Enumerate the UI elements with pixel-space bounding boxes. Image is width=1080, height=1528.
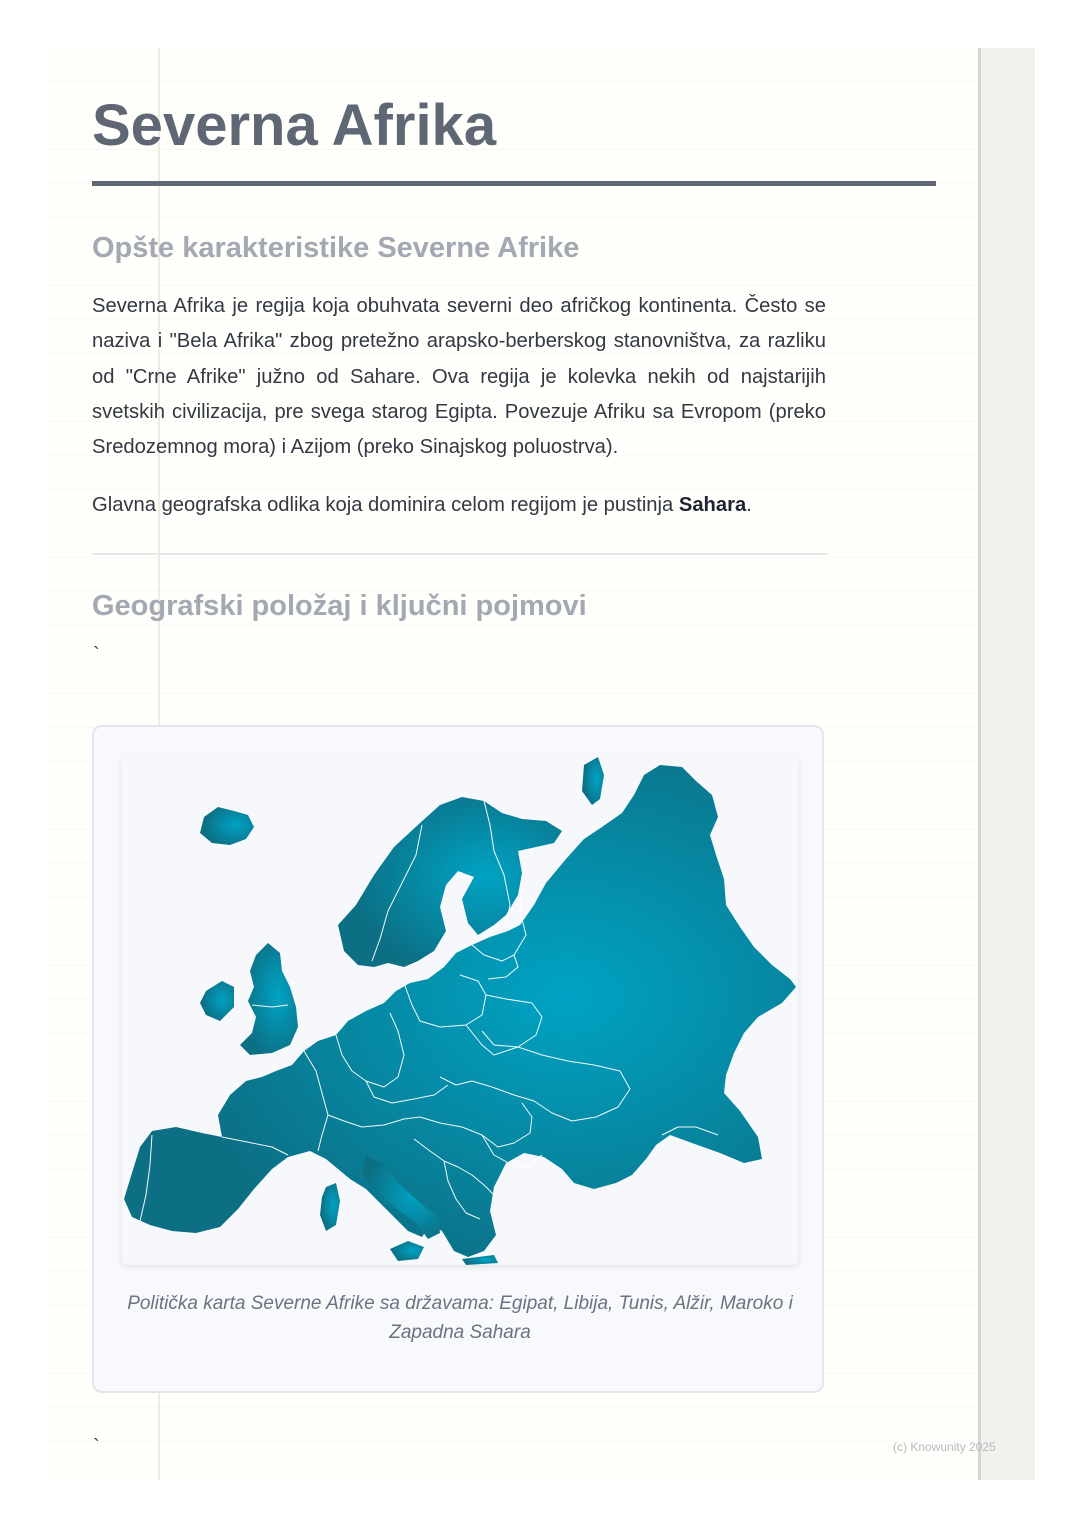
copyright-footer: (c) Knowunity 2025 xyxy=(893,1440,996,1454)
stray-backtick-bottom: ` xyxy=(93,1436,100,1458)
sicily-shape xyxy=(390,1241,424,1261)
sahara-sentence-suffix: . xyxy=(746,494,752,516)
novaya-zemlya-shape xyxy=(582,757,604,805)
section-heading-geography: Geografski položaj i ključni pojmovi xyxy=(92,590,587,622)
britain-shape xyxy=(240,943,298,1055)
page-edge-strip xyxy=(978,48,1035,1480)
page-title: Severna Afrika xyxy=(92,93,497,158)
section-heading-general: Opšte karakteristike Severne Afrike xyxy=(92,232,580,264)
iceland-shape xyxy=(200,807,254,845)
europe-map-image xyxy=(122,755,798,1265)
title-underline xyxy=(92,181,936,186)
map-caption: Politička karta Severne Afrike sa državama: Egipat, Libija, Tunis, Alžir, Maroko i Zapadna Sahara xyxy=(127,1293,793,1343)
sahara-sentence xyxy=(92,488,826,523)
sahara-sentence-prefix: Glavna geografska odlika koja dominira celom regijom je pustinja xyxy=(92,494,679,516)
ireland-shape xyxy=(200,981,234,1021)
map-image-frame xyxy=(122,755,798,1265)
section-divider xyxy=(92,553,828,555)
map-figure-card xyxy=(92,725,824,1393)
stray-backtick-top: ` xyxy=(93,644,100,666)
intro-paragraph: Severna Afrika je regija koja obuhvata severni deo afričkog kontinenta. Često se naziva i "Bela Afrika" zbog pretežno arapsko-berberskog stanovništva, za razliku od "Crne Afrike" južno od Sahare. Ova regija je kolevka nekih od najstarijih svetskih civilizacija, pre svega starog Egipta. Povezuje Afriku sa Evropom (preko Sredozemnog mora) i Azijom (preko Sinajskog poluostrva). xyxy=(92,295,826,459)
corsica-sardinia-shape xyxy=(320,1183,340,1231)
sahara-keyword: Sahara xyxy=(678,494,747,516)
